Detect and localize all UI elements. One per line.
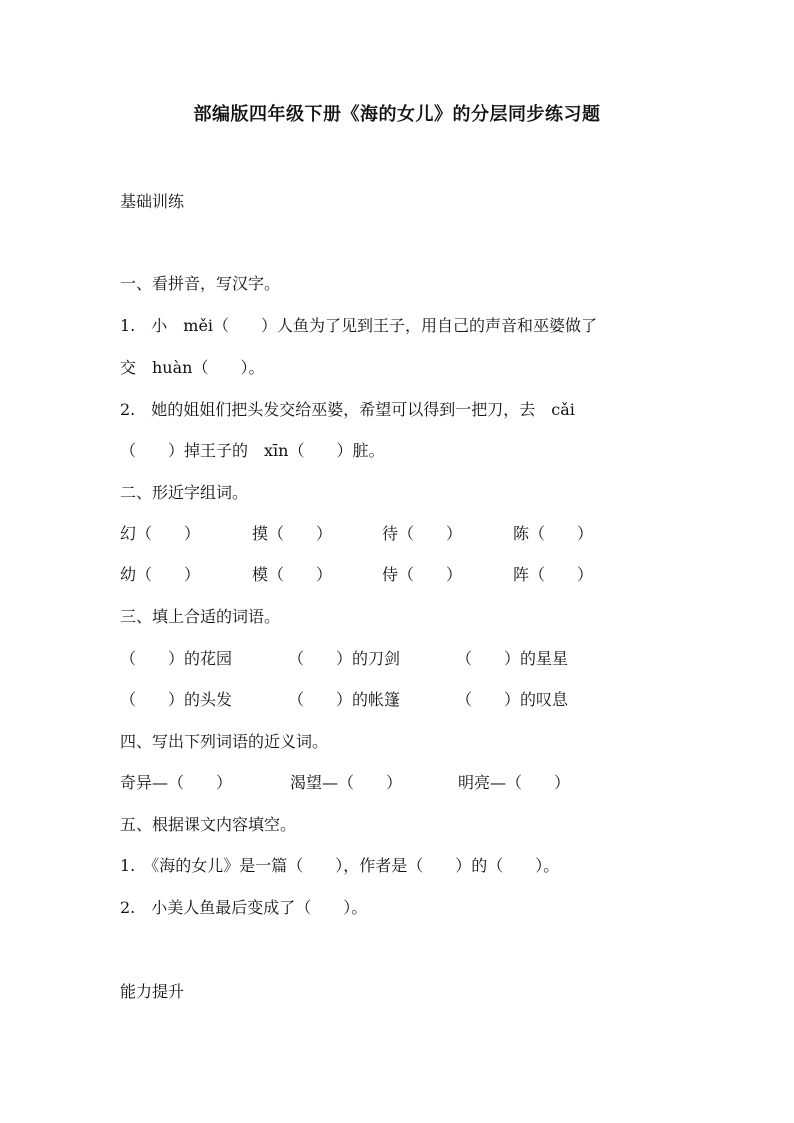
- q1-item1-line2: 交 huàn（ ）。: [120, 358, 265, 377]
- q3-row1-item: （ ）的花园: [120, 649, 233, 668]
- q5-item2: 2. 小美人鱼最后变成了（ ）。: [120, 898, 368, 917]
- section-advanced-heading: 能力提升: [120, 982, 185, 1001]
- section-basic-heading: 基础训练: [120, 192, 185, 211]
- q2-row2-item: 幼（ ）: [120, 565, 201, 584]
- q1-item1-line1: 1. 小 měi（ ）人鱼为了见到王子，用自己的声音和巫婆做了: [120, 316, 598, 335]
- page-title: 部编版四年级下册《海的女儿》的分层同步练习题: [193, 104, 601, 125]
- q5-item1: 1. 《海的女儿》是一篇（ ），作者是（ ）的（ ）。: [120, 856, 560, 875]
- q2-row1-item: 幻（ ）: [120, 524, 201, 543]
- q1-heading: 一、看拼音，写汉字。: [120, 274, 281, 293]
- q2-row1-item: 陈（ ）: [513, 524, 594, 543]
- q3-row2-item: （ ）的帐篷: [288, 690, 401, 709]
- q2-row1-item: 待（ ）: [382, 524, 463, 543]
- q4-row1-item: 渴望—（ ）: [290, 773, 403, 792]
- q4-row1-item: 奇异—（ ）: [120, 773, 233, 792]
- q2-row2-item: 阵（ ）: [513, 565, 594, 584]
- q2-heading: 二、形近字组词。: [120, 483, 249, 502]
- q5-heading: 五、根据课文内容填空。: [120, 815, 297, 834]
- q2-row2-item: 侍（ ）: [382, 565, 463, 584]
- q1-item2-line1: 2. 她的姐姐们把头发交给巫婆，希望可以得到一把刀，去 cǎi: [120, 400, 575, 419]
- q4-row1-item: 明亮—（ ）: [458, 773, 571, 792]
- q1-item2-line2: （ ）掉王子的 xīn（ ）脏。: [120, 441, 385, 460]
- q3-heading: 三、填上合适的词语。: [120, 607, 281, 626]
- q3-row2-item: （ ）的叹息: [456, 690, 569, 709]
- q4-heading: 四、写出下列词语的近义词。: [120, 732, 329, 751]
- q3-row2-item: （ ）的头发: [120, 690, 233, 709]
- q3-row1-item: （ ）的星星: [456, 649, 569, 668]
- q2-row1-item: 摸（ ）: [252, 524, 333, 543]
- q2-row2-item: 模（ ）: [252, 565, 333, 584]
- q3-row1-item: （ ）的刀剑: [288, 649, 401, 668]
